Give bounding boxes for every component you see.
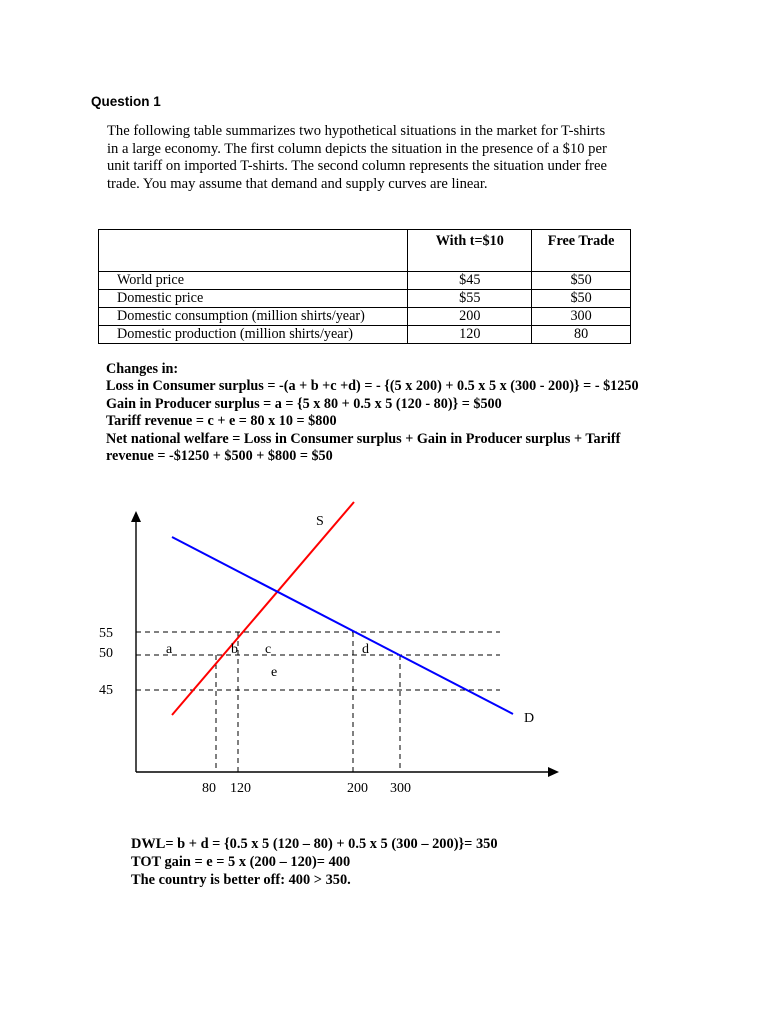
- price-tick-45: 45: [99, 683, 113, 698]
- row-label: Domestic production (million shirts/year): [99, 326, 408, 344]
- cell-free-trade: 300: [532, 308, 631, 326]
- price-tick-55: 55: [99, 626, 113, 641]
- y-axis-arrow-icon: [131, 511, 141, 522]
- quantity-tick-300: 300: [390, 781, 411, 796]
- changes-line: Net national welfare = Loss in Consumer surplus + Gain in Producer surplus + Tariff: [106, 430, 621, 447]
- price-tick-50: 50: [99, 646, 113, 661]
- quantity-tick-120: 120: [230, 781, 251, 796]
- cell-with-tariff: $45: [408, 272, 532, 290]
- intro-line: in a large economy. The first column depicts the situation in the presence of a $10 per: [107, 140, 607, 157]
- conclusion-line: The country is better off: 400 > 350.: [131, 872, 351, 888]
- intro-line: unit tariff on imported T-shirts. The second column represents the situation under free: [107, 158, 607, 175]
- tot-gain-line: TOT gain = e = 5 x (200 – 120)= 400: [131, 854, 351, 870]
- intro-line: The following table summarizes two hypothetical situations in the market for T-shirts: [107, 123, 606, 139]
- cell-free-trade: $50: [532, 272, 631, 290]
- supply-label: S: [316, 514, 324, 529]
- cell-with-tariff: $55: [408, 290, 532, 308]
- quantity-tick-80: 80: [202, 781, 216, 796]
- row-label: Domestic consumption (million shirts/year): [99, 308, 408, 326]
- changes-line: Loss in Consumer surplus = -(a + b +c +d) = - {(5 x 200) + 0.5 x 5 x (300 - 200)} = - $1250: [106, 378, 639, 395]
- row-label: World price: [99, 272, 408, 290]
- changes-heading: Changes in:: [106, 361, 179, 377]
- cell-free-trade: $50: [532, 290, 631, 308]
- demand-label: D: [524, 711, 535, 726]
- quantity-tick-200: 200: [347, 781, 368, 796]
- changes-line: revenue = -$1250 + $500 + $800 = $50: [106, 448, 333, 465]
- intro-line: trade. You may assume that demand and supply curves are linear.: [107, 175, 488, 192]
- area-label-b: b: [231, 642, 238, 657]
- cell-with-tariff: 120: [408, 326, 532, 344]
- supply-curve: [172, 502, 354, 715]
- results-block: [131, 835, 498, 889]
- table-header-free-trade: Free Trade: [532, 230, 631, 272]
- area-label-d: d: [362, 642, 369, 657]
- x-axis-arrow-icon: [548, 767, 559, 777]
- demand-curve: [172, 537, 513, 714]
- question-title: Question 1: [91, 94, 161, 109]
- area-label-a: a: [166, 642, 173, 657]
- area-label-e: e: [271, 665, 278, 680]
- cell-with-tariff: 200: [408, 308, 532, 326]
- changes-line: Gain in Producer surplus = a = {5 x 80 + 0.5 x 5 (120 - 80)} = $500: [106, 395, 502, 412]
- dwl-line: DWL= b + d = {0.5 x 5 (120 – 80) + 0.5 x 5 (300 – 200)}= 350: [131, 836, 498, 852]
- table-header-with-tariff: With t=$10: [408, 230, 532, 272]
- cell-free-trade: 80: [532, 326, 631, 344]
- area-label-c: c: [265, 642, 272, 657]
- changes-line: Tariff revenue = c + e = 80 x 10 = $800: [106, 413, 337, 430]
- row-label: Domestic price: [99, 290, 408, 308]
